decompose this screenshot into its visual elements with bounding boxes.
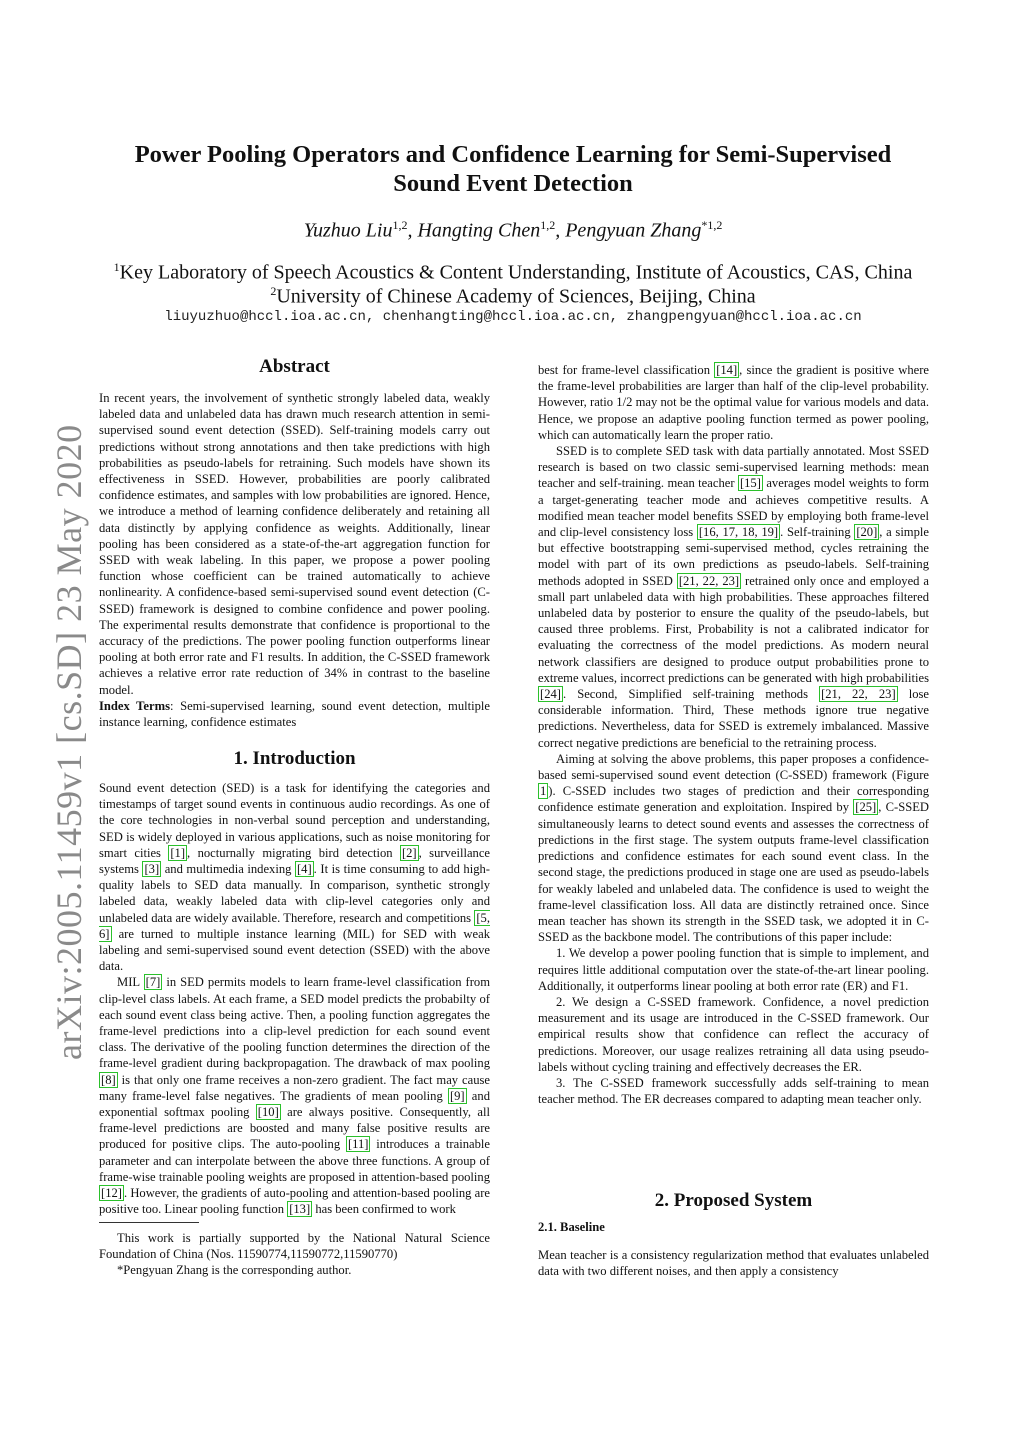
citation-link[interactable]: [1] <box>170 845 186 860</box>
right-column-body <box>538 362 929 1107</box>
intro-heading: 1. Introduction <box>233 748 356 769</box>
affiliation-1-sup: 1 <box>113 260 120 274</box>
intro-paragraph-1: Sound event detection (SED) is a task for identifying the categories and timestamps of target sound events in continuous audio recordings. As one of the core technologies in non-verbal sound perception and understanding, SED is widely deployed in various applications, such as noise monitoring for smart cities [1] , nocturnally migrating bird detection [2] , surveillance systems [3] and multimedia indexing [4] . It is time consuming to add high-quality labels to SED data manually. In comparison, synthetic strongly labeled data, weakly labeled data with clip-level categories only and unlabeled data are widely available. Therefore, research and competitions [5, 6] are turned to multiple instance learning (MIL) for SED with weak labeling and semi-supervised sound event detection (SSED) with the above data. <box>99 781 491 974</box>
contribution-1: 1. We develop a power pooling function that is simple to implement, and requires little additional computation over the state-of-the-art linear pooling. Additionally, it outperforms linear pooling at both error rate (ER) and F1. <box>538 946 929 993</box>
title-line-1: Power Pooling Operators and Confidence Learning for Semi-Supervised <box>134 141 892 168</box>
citation-link[interactable]: [4] <box>296 862 312 877</box>
abstract-heading: Abstract <box>259 356 330 377</box>
citation-link[interactable]: [16, 17, 18, 19] <box>698 525 779 540</box>
citation-link[interactable]: [15] <box>739 476 761 491</box>
citation-link[interactable]: [10] <box>257 1105 279 1120</box>
index-terms-label: Index Terms <box>99 698 170 713</box>
citation-link[interactable]: [8] <box>101 1072 116 1087</box>
citation-link[interactable]: [12] <box>101 1186 122 1201</box>
right-paragraph-2: SSED is to complete SED task with data partially annotated. Most SSED research is based on two classic semi-supervised learning methods: mean teacher and self-training. mean teacher [15] averages model weights to form a target-generating teacher mode and achieves competitive results. A modified mean teacher model benefits SSED by employing both frame-level and clip-level consistency loss [16, 17, 18, 19] . Self-training [20] , a simple but effective bootstrapping semi-supervised method, cycles retraining the model with part of its own predictions as pseudo-labels. Self-training methods adopted in SSED [21, 22, 23] retrained only once and employed a small part unlabeled data with high probabilities. These approaches filtered unlabeled data by posterior to ensure the quality of the pseudo-labels, but caused three problems. First, Probability is not a calibrated indicator for evaluating the correctness of the model predictions. As modern neural network classifiers are designed to produce output probabilities prone to extreme values, incorrect predictions can be generated with high probabilities [24] . Second, Simplified self-training methods [21, 22, 23] lose considerable information. Third, These methods ignore true negative predictions. Nevertheless, data for SSED is extremely imbalanced. Massive correct negative predictions are beneficial to the retraining process. <box>538 444 930 750</box>
author-list: Yuzhuo Liu$^{1,2}$, Hangting Chen$^{1,2}$, Pengyuan Zhang$^{*1,2}$ <box>303 218 723 242</box>
footnote-corresponding: *Pengyuan Zhang is the corresponding author. <box>117 1263 352 1278</box>
figure-link[interactable]: 1 <box>540 784 547 799</box>
footnote-rule <box>99 1222 199 1223</box>
author-2-sup: 1,2 <box>540 218 556 232</box>
arxiv-id: arXiv:2005.11459v1 [cs.SD] 23 May 2020 <box>49 424 89 1060</box>
footnotes <box>99 1230 490 1279</box>
section-2-heading: 2. Proposed System <box>654 1190 813 1211</box>
citation-link[interactable]: [3] <box>144 862 160 877</box>
citation-link[interactable]: [2] <box>401 845 417 860</box>
affiliation-1-text: Key Laboratory of Speech Acoustics & Content Understanding, Institute of Acoustics, CAS, China <box>119 261 913 284</box>
author-2: Hangting Chen <box>417 219 541 242</box>
citation-link[interactable]: [21, 22, 23] <box>678 573 740 588</box>
citation-link[interactable]: [13] <box>289 1202 311 1217</box>
contribution-2: 2. We design a C-SSED framework. Confidence, a novel prediction measurement and its usage are introduced in the C-SSED framework. Our empirical results show that confidence can reflect the accuracy of predictions. Moreover, our usage realizes retraining all data using pseudo-labels without cycling training and effectively decreases the ER. <box>538 994 929 1074</box>
right-paragraph-1: best for frame-level classification [14] , since the gradient is positive where the frame-level probabilities are larger than half of the clip-level probability. However, ratio 1/2 may not be the optimal value for various models and data. Hence, we propose an adaptive pooling function termed as power pooling, which can automatically learn the proper ratio. <box>538 363 929 442</box>
affiliation-2-sup: 2 <box>270 284 277 298</box>
author-1: Yuzhuo Liu <box>303 219 393 242</box>
author-3-sup: *1,2 <box>701 218 723 232</box>
right-paragraph-3: Aiming at solving the above problems, this paper proposes a confidence-based semi-supervised sound event detection (C-SSED) framework (Figure 1 ). C-SSED includes two stages of prediction and their corresponding confidence estimate generation and exploitation. Inspired by [25] , C-SSED simultaneously learns to detect sound events and assesses the correctness of predictions in the first stage. The system outputs frame-level classification predictions and confidence estimates for each sound event class. In the second stage, the predictions produced in stage one are used as pseudo-labels for weakly labeled and unlabeled data. The confidence is used to weight the frame-level classification loss. All data are distinctly retrained once. Since mean teacher has shown its strength in the SSED task, we adopted it in C-SSED as the backbone model. The contributions of this paper include: <box>538 751 929 945</box>
title-line-2: Sound Event Detection <box>393 170 633 197</box>
section-2-body <box>538 1247 929 1279</box>
author-1-sup: 1,2 <box>392 218 408 232</box>
author-3: Pengyuan Zhang <box>565 219 702 242</box>
intro-body <box>99 780 490 1217</box>
subsection-heading: 2.1. Baseline <box>538 1220 605 1234</box>
arxiv-stamp <box>18 424 89 1060</box>
citation-link[interactable]: [11] <box>347 1137 369 1152</box>
index-terms-text: : Semi-supervised learning, sound event detection, multiple instance learning, confidence estimates <box>99 698 491 730</box>
citation-link[interactable]: [5, 6] <box>99 910 490 941</box>
section-2-text: Mean teacher is a consistency regularization method that evaluates unlabeled data with two different noises, and then apply a consistency <box>538 1248 929 1279</box>
citation-link[interactable]: [20] <box>856 525 878 540</box>
affiliation-2-text: University of Chinese Academy of Sciences, Beijing, China <box>276 285 756 308</box>
contribution-3: 3. The C-SSED framework successfully adds self-training to mean teacher method. The ER decreases compared to adapting mean teacher only. <box>538 1075 929 1107</box>
intro-paragraph-2: MIL [7] in SED permits models to learn frame-level classification from clip-level class labels. At each frame, a SED model predicts the probabilty of each sound event class being active. Then, a pooling function aggregates the frame-level predictions into a clip-level prediction for each sound event class. The derivative of the pooling function determines the direction of the frame-level gradient during backpropagation. The drawback of max pooling [8] is that only one frame receives a non-zero gradient. The fact may cause many frame-level false negatives. The gradients of mean pooling [9] and exponential softmax pooling [10] are always positive. Consequently, all frame-level predictions are boosted and many false positive results are produced for positive clips. The auto-pooling [11] introduces a trainable parameter and can interpolate between the above three functions. A group of frame-wise trainable pooling weights are proposed in attention-based pooling [12] . However, the gradients of auto-pooling and attention-based pooling are positive too. Linear pooling function [13] has been confirmed to work <box>99 975 491 1217</box>
citation-link[interactable]: [9] <box>449 1088 465 1103</box>
abstract-text: In recent years, the involvement of synthetic strongly labeled data, weakly labeled data and unlabeled data has drawn much research attention in semi-supervised sound event detection (SSED). Self-training models carry out predictions without strong annotations and then take predictions with high probabilities as pseudo-labels for retraining. Such models have shown its effectiveness in SSED. However, probabilities are poorly calibrated confidence estimates, and samples with low probabilities are ignored. Hence, we introduce a method of learning confidence deliberately and retaining all data distinctly by applying confidence as weights. Additionally, linear pooling has been considered as a state-of-the-art aggregation function for SSED with weak labeling. In this paper, we propose a power pooling function whose coefficient can be trained automatically to achieve nonlinearity. A confidence-based semi-supervised sound event detection (C-SSED) framework is designed to combine confidence and power pooling. The experimental results demonstrate that confidence is proportional to the accuracy of the predictions. The power pooling function outperforms linear pooling at both error rate and F1 results. In addition, the C-SSED framework achieves a relative error rate reduction of 34% in contrast to the baseline model. <box>99 391 490 697</box>
index-terms <box>99 698 490 730</box>
citation-link[interactable]: [21, 22, 23] <box>821 687 896 702</box>
author-emails: liuyuzhuo@hccl.ioa.ac.cn, chenhangting@hccl.ioa.ac.cn, zhangpengyuan@hccl.ioa.ac.cn <box>164 309 862 325</box>
citation-link[interactable]: [25] <box>855 800 877 815</box>
paper-title <box>100 140 926 198</box>
citation-link[interactable]: [14] <box>716 363 738 377</box>
citation-link[interactable]: [7] <box>145 975 161 990</box>
affiliation-1 <box>90 260 936 285</box>
footnote-funding: This work is partially supported by the National Natural Science Foundation of China (Nos. 11590774,11590772,11590770) <box>99 1231 490 1262</box>
affiliation-2 <box>90 284 936 309</box>
citation-link[interactable]: [24] <box>540 687 561 702</box>
abstract-body <box>99 390 490 730</box>
